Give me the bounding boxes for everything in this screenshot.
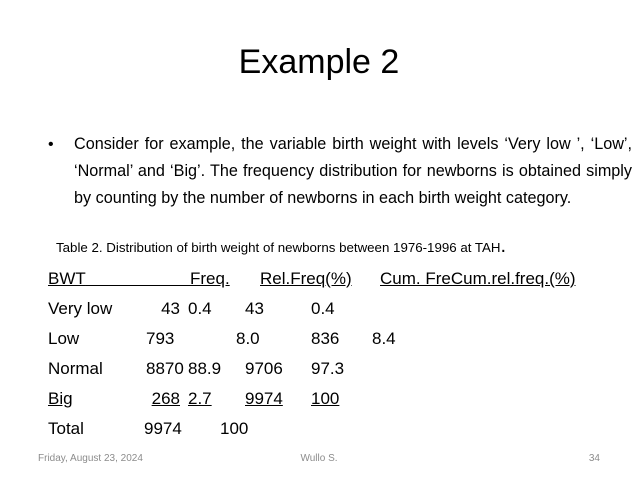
slide-title: Example 2 — [238, 43, 400, 81]
cell-freq: 9974 — [144, 419, 182, 438]
cell-rel-freq: 88.9 — [188, 359, 222, 378]
cell-freq: 8870 — [146, 359, 184, 378]
caption-period: . — [500, 235, 507, 257]
header-rel-freq: Rel.Freq(%) — [260, 269, 352, 288]
cell-bwt: Big — [48, 389, 73, 408]
footer-author: Wullo S. — [300, 453, 338, 464]
header-cum-freq: Cum. FreCum.rel.freq.(%) — [380, 269, 576, 288]
cell-freq: 793 — [146, 329, 175, 348]
cell-freq: 43 — [161, 299, 180, 318]
cell-cum-freq: 9974 — [245, 389, 283, 408]
bullet-icon: • — [48, 136, 54, 153]
caption-text: Table 2. Distribution of birth weight of newborns between 1976-1996 at TAH — [56, 240, 501, 255]
cell-bwt: Total — [48, 419, 84, 438]
cell-freq: 268 — [151, 389, 180, 408]
cell-rel-freq: 8.0 — [236, 329, 260, 348]
cell-cum-rel-freq: 8.4 — [372, 329, 396, 348]
header-bwt: BWT — [48, 269, 86, 288]
bullet-item — [48, 131, 632, 212]
footer-page-number: 34 — [588, 453, 600, 464]
cell-rel-freq: 0.4 — [188, 299, 212, 318]
cell-cum-freq: 43 — [245, 299, 264, 318]
cell-rel-freq: 100 — [220, 419, 249, 438]
cell-cum-rel-freq: 97.3 — [311, 359, 345, 378]
cell-cum-freq: 9706 — [245, 359, 283, 378]
footer-date: Friday, August 23, 2024 — [38, 453, 143, 464]
cell-cum-rel-freq: 100 — [311, 389, 340, 408]
cell-bwt: Low — [48, 329, 80, 348]
cell-rel-freq: 2.7 — [188, 389, 212, 408]
cell-cum-freq: 836 — [311, 329, 340, 348]
cell-bwt: Very low — [48, 299, 113, 318]
table-caption — [56, 234, 506, 260]
cell-cum-rel-freq: 0.4 — [311, 299, 335, 318]
cell-bwt: Normal — [48, 359, 103, 378]
bullet-text: Consider for example, the variable birth weight with levels ‘Very low ’, ‘Low’, ‘Normal’ and ‘Big’. The frequency distribution for newborns is obtained simply by counting by the number of newborns in each birth weight category. — [74, 135, 632, 207]
header-freq: Freq. — [190, 269, 230, 288]
